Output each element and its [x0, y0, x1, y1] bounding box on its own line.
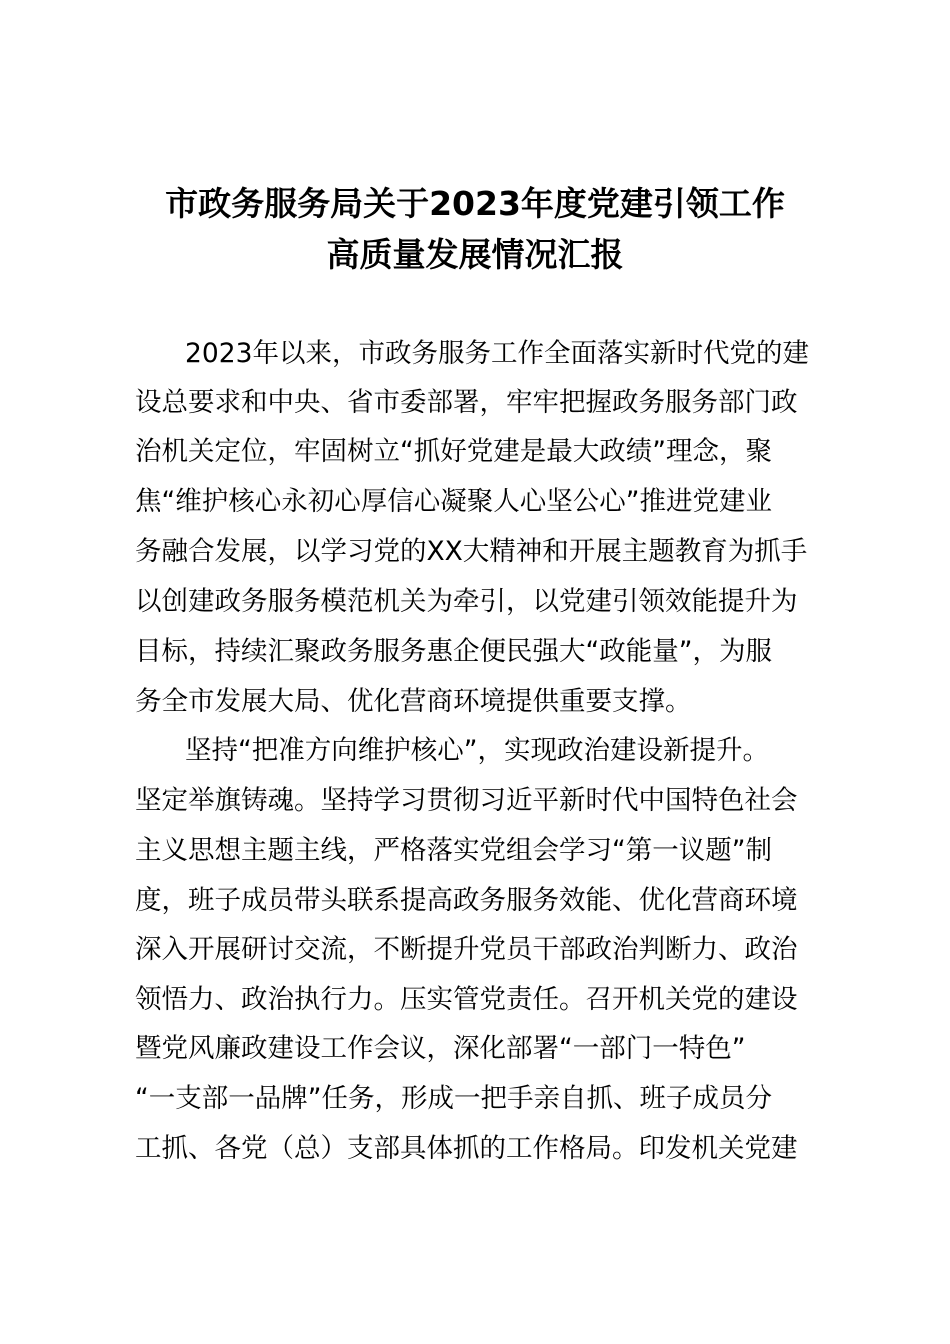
paragraph-2-line: “一支部一品牌”任务，形成一把手亲自抓、班子成员分	[135, 1083, 772, 1114]
paragraph-2-line: 工抓、各党（总）支部具体抓的工作格局。印发机关党建	[135, 1133, 798, 1164]
document-title-line-1: 市政务服务局关于2023年度党建引领工作	[165, 184, 785, 223]
paragraph-1-line: 务全市发展大局、优化营商环境提供重要支撑。	[135, 686, 692, 717]
paragraph-2-line: 暨党风廉政建设工作会议，深化部署“一部门一特色”	[135, 1033, 746, 1064]
paragraph-1-line: 目标，持续汇聚政务服务惠企便民强大“政能量”，为服	[135, 636, 772, 667]
paragraph-1-line: 焦“维护核心永初心厚信心凝聚人心坚公心”推进党建业	[135, 486, 772, 517]
paragraph-1-line: 2023年以来，市政务服务工作全面落实新时代党的建	[185, 338, 809, 369]
paragraph-2-line: 领悟力、政治执行力。压实管党责任。召开机关党的建设	[135, 984, 798, 1015]
paragraph-1-line: 设总要求和中央、省市委部署，牢牢把握政务服务部门政	[135, 387, 798, 418]
paragraph-1-line: 务融合发展，以学习党的XX大精神和开展主题教育为抓手	[135, 536, 808, 567]
paragraph-1-line: 治机关定位，牢固树立“抓好党建是最大政绩”理念，聚	[135, 436, 772, 467]
paragraph-1-line: 以创建政务服务模范机关为牵引，以党建引领效能提升为	[135, 586, 798, 617]
paragraph-2-line: 坚持“把准方向维护核心”，实现政治建设新提升。	[185, 735, 769, 766]
document-title-line-2: 高质量发展情况汇报	[326, 235, 624, 274]
paragraph-2-line: 深入开展研讨交流，不断提升党员干部政治判断力、政治	[135, 934, 798, 965]
paragraph-2-line: 主义思想主题主线，严格落实党组会学习“第一议题”制	[135, 835, 772, 866]
paragraph-2-line: 度，班子成员带头联系提高政务服务效能、优化营商环境	[135, 885, 798, 916]
paragraph-2-line: 坚定举旗铸魂。坚持学习贯彻习近平新时代中国特色社会	[135, 785, 798, 816]
